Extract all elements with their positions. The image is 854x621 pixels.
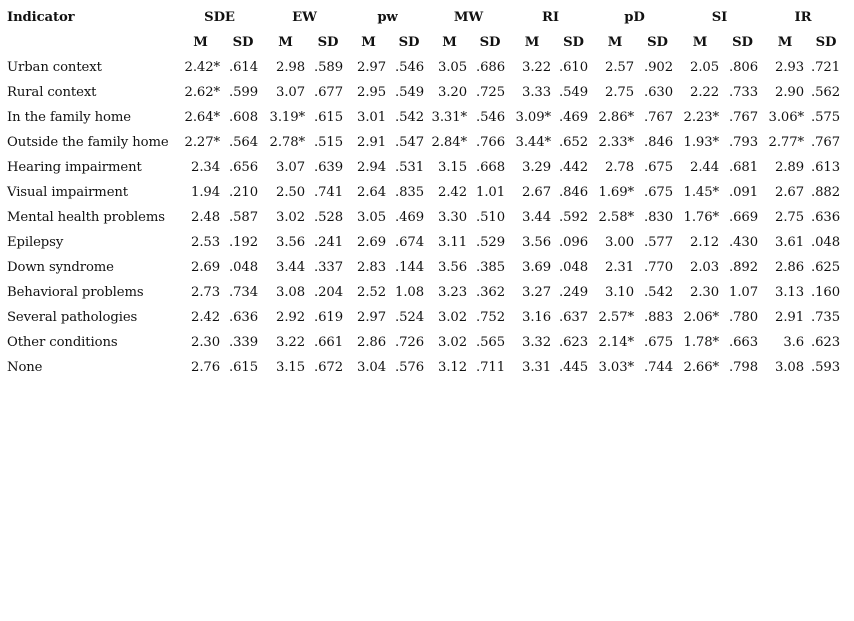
- mean-cell: 3.33: [522, 85, 551, 100]
- mean-cell: 1.76*: [683, 210, 719, 225]
- mean-cell: 2.58*: [598, 210, 634, 225]
- subheader-sd: SD: [479, 35, 501, 50]
- row-label: In the family home: [7, 110, 131, 125]
- table-row: [4, 305, 844, 330]
- mean-cell: 2.67: [522, 185, 551, 200]
- sd-cell: .741: [314, 185, 343, 200]
- subheader-m: M: [524, 35, 540, 50]
- sd-cell: .623: [559, 335, 588, 350]
- subheader-sd: SD: [815, 35, 837, 50]
- subheader-row: [4, 30, 844, 55]
- sd-cell: .445: [559, 360, 588, 375]
- table-row: [4, 80, 844, 105]
- row-label: Outside the family home: [7, 135, 169, 150]
- mean-cell: 2.05: [690, 60, 719, 75]
- sd-cell: .210: [229, 185, 258, 200]
- mean-cell: 3.06*: [768, 110, 804, 125]
- mean-cell: 3.03*: [598, 360, 634, 375]
- mean-cell: 3.09*: [515, 110, 551, 125]
- mean-cell: 2.73: [191, 285, 220, 300]
- mean-cell: 2.30: [690, 285, 719, 300]
- mean-cell: 3.12: [438, 360, 467, 375]
- sd-cell: .524: [395, 310, 424, 325]
- sd-cell: .625: [811, 260, 840, 275]
- sd-cell: .835: [395, 185, 424, 200]
- sd-cell: .091: [729, 185, 758, 200]
- sd-cell: .241: [314, 235, 343, 250]
- mean-cell: 2.91: [775, 310, 804, 325]
- subheader-m: M: [777, 35, 793, 50]
- sd-cell: .529: [476, 235, 505, 250]
- sd-cell: .619: [314, 310, 343, 325]
- mean-cell: 3.16: [522, 310, 551, 325]
- group-header-pd: pD: [624, 10, 645, 25]
- mean-cell: 3.44*: [515, 135, 551, 150]
- subheader-blank: [4, 30, 177, 55]
- sd-cell: .767: [729, 110, 758, 125]
- mean-cell: 2.93: [775, 60, 804, 75]
- mean-cell: 2.53: [191, 235, 220, 250]
- subheader-m: M: [193, 35, 208, 50]
- sd-cell: .806: [729, 60, 758, 75]
- mean-cell: 2.64: [357, 185, 386, 200]
- subheader-sd: SD: [398, 35, 420, 50]
- sd-cell: .549: [559, 85, 588, 100]
- mean-cell: 2.77*: [768, 135, 804, 150]
- mean-cell: 3.08: [775, 360, 804, 375]
- mean-cell: 2.57*: [598, 310, 634, 325]
- row-label: Urban context: [7, 60, 102, 75]
- sd-cell: .798: [729, 360, 758, 375]
- mean-cell: 2.14*: [598, 335, 634, 350]
- mean-cell: 3.01: [357, 110, 386, 125]
- table-body: [4, 55, 844, 380]
- mean-cell: 3.29: [522, 160, 551, 175]
- mean-cell: 1.45*: [683, 185, 719, 200]
- sd-cell: .362: [476, 285, 505, 300]
- sd-cell: .623: [811, 335, 840, 350]
- table-row: [4, 230, 844, 255]
- mean-cell: 2.83: [357, 260, 386, 275]
- mean-cell: 2.91: [357, 135, 386, 150]
- sd-cell: .639: [314, 160, 343, 175]
- sd-cell: .668: [476, 160, 505, 175]
- mean-cell: 2.90: [775, 85, 804, 100]
- sd-cell: .614: [229, 60, 258, 75]
- mean-cell: 2.30: [191, 335, 220, 350]
- sd-cell: 1.08: [395, 285, 424, 300]
- sd-cell: .337: [314, 260, 343, 275]
- table-row: [4, 180, 844, 205]
- sd-cell: .160: [811, 285, 840, 300]
- mean-cell: 2.76: [191, 360, 220, 375]
- group-header-ir: IR: [794, 10, 812, 25]
- mean-cell: 2.27*: [184, 135, 220, 150]
- mean-cell: 2.33*: [598, 135, 634, 150]
- mean-cell: 2.42: [438, 185, 467, 200]
- sd-cell: .767: [811, 135, 840, 150]
- row-label: Epilepsy: [7, 235, 64, 250]
- sd-cell: .846: [559, 185, 588, 200]
- table-row: [4, 280, 844, 305]
- row-label: Several pathologies: [7, 310, 138, 325]
- mean-cell: 3.07: [276, 160, 305, 175]
- mean-cell: 3.15: [276, 360, 305, 375]
- mean-cell: 2.95: [357, 85, 386, 100]
- mean-cell: 2.69: [191, 260, 220, 275]
- subheader-m: M: [607, 35, 623, 50]
- mean-cell: 3.69: [522, 260, 551, 275]
- mean-cell: 2.97: [357, 310, 386, 325]
- sd-cell: .744: [644, 360, 673, 375]
- mean-cell: 2.57: [605, 60, 634, 75]
- sd-cell: .752: [476, 310, 505, 325]
- mean-cell: 3.31: [522, 360, 551, 375]
- mean-cell: 3.23: [438, 285, 467, 300]
- sd-cell: .735: [811, 310, 840, 325]
- sd-cell: .652: [559, 135, 588, 150]
- table-row: [4, 330, 844, 355]
- sd-cell: .547: [395, 135, 424, 150]
- sd-cell: .681: [729, 160, 758, 175]
- subheader-m: M: [692, 35, 708, 50]
- mean-cell: 3.02: [438, 310, 467, 325]
- sd-cell: .442: [559, 160, 588, 175]
- subheader-m: M: [442, 35, 457, 50]
- mean-cell: 2.97: [357, 60, 386, 75]
- group-header-pw: pw: [377, 10, 398, 25]
- mean-cell: 2.48: [191, 210, 220, 225]
- mean-cell: 2.78: [605, 160, 634, 175]
- sd-cell: .192: [229, 235, 258, 250]
- group-header-mw: MW: [453, 10, 484, 25]
- mean-cell: 3.56: [276, 235, 305, 250]
- group-header-ri: RI: [542, 10, 559, 25]
- subheader-sd: SD: [563, 35, 584, 50]
- sd-cell: .542: [644, 285, 673, 300]
- sd-cell: .587: [229, 210, 258, 225]
- sd-cell: .589: [314, 60, 343, 75]
- sd-cell: .663: [729, 335, 758, 350]
- group-header-sde: SDE: [204, 10, 235, 25]
- sd-cell: .630: [644, 85, 673, 100]
- table-row: [4, 205, 844, 230]
- sd-cell: .528: [314, 210, 343, 225]
- mean-cell: 3.13: [775, 285, 804, 300]
- mean-cell: 3.07: [276, 85, 305, 100]
- mean-cell: 2.50: [276, 185, 305, 200]
- subheader-sd: SD: [232, 35, 254, 50]
- mean-cell: 2.03: [690, 260, 719, 275]
- sd-cell: .510: [476, 210, 505, 225]
- sd-cell: .674: [395, 235, 424, 250]
- mean-cell: 2.42: [191, 310, 220, 325]
- sd-cell: .515: [314, 135, 343, 150]
- mean-cell: 2.86: [775, 260, 804, 275]
- row-label: None: [7, 360, 43, 375]
- sd-cell: .599: [229, 85, 258, 100]
- sd-cell: .661: [314, 335, 343, 350]
- mean-cell: 2.44: [690, 160, 719, 175]
- subheader-sd: SD: [647, 35, 668, 50]
- row-label: Other conditions: [7, 335, 118, 350]
- sd-cell: .734: [229, 285, 258, 300]
- mean-cell: 2.42*: [184, 60, 220, 75]
- mean-cell: 3.32: [522, 335, 551, 350]
- sd-cell: .048: [559, 260, 588, 275]
- sd-cell: .577: [644, 235, 673, 250]
- row-label: Hearing impairment: [7, 160, 142, 175]
- mean-cell: 3.27: [522, 285, 551, 300]
- mean-cell: 3.22: [276, 335, 305, 350]
- sd-cell: .675: [644, 160, 673, 175]
- sd-cell: .892: [729, 260, 758, 275]
- sd-cell: .096: [559, 235, 588, 250]
- sd-cell: .767: [644, 110, 673, 125]
- mean-cell: 1.69*: [598, 185, 634, 200]
- mean-cell: 2.12: [690, 235, 719, 250]
- sd-cell: .565: [476, 335, 505, 350]
- sd-cell: .770: [644, 260, 673, 275]
- mean-cell: 3.02: [276, 210, 305, 225]
- mean-cell: 1.94: [191, 185, 220, 200]
- sd-cell: .562: [811, 85, 840, 100]
- table-row: [4, 155, 844, 180]
- mean-cell: 3.44: [522, 210, 551, 225]
- mean-cell: 3.05: [357, 210, 386, 225]
- mean-cell: 2.84*: [431, 135, 467, 150]
- mean-cell: 2.78*: [269, 135, 305, 150]
- mean-cell: 3.61: [775, 235, 804, 250]
- row-label: Down syndrome: [7, 260, 114, 275]
- sd-cell: .883: [644, 310, 673, 325]
- sd-cell: .711: [476, 360, 505, 375]
- sd-cell: .656: [229, 160, 258, 175]
- sd-cell: .766: [476, 135, 505, 150]
- sd-cell: .675: [644, 185, 673, 200]
- sd-cell: .564: [229, 135, 258, 150]
- table-row: [4, 130, 844, 155]
- mean-cell: 2.75: [605, 85, 634, 100]
- sd-cell: .677: [314, 85, 343, 100]
- sd-cell: .608: [229, 110, 258, 125]
- mean-cell: 3.44: [276, 260, 305, 275]
- table-row: [4, 105, 844, 130]
- indicator-header: Indicator: [7, 10, 75, 25]
- mean-cell: 1.93*: [683, 135, 719, 150]
- sd-cell: .721: [811, 60, 840, 75]
- sd-cell: .593: [811, 360, 840, 375]
- mean-cell: 1.78*: [683, 335, 719, 350]
- mean-cell: 2.62*: [184, 85, 220, 100]
- sd-cell: .576: [395, 360, 424, 375]
- sd-cell: .048: [811, 235, 840, 250]
- mean-cell: 2.94: [357, 160, 386, 175]
- row-label: Mental health problems: [7, 210, 165, 225]
- mean-cell: 2.66*: [683, 360, 719, 375]
- sd-cell: .549: [395, 85, 424, 100]
- mean-cell: 3.15: [438, 160, 467, 175]
- sd-cell: .430: [729, 235, 758, 250]
- sd-cell: .546: [395, 60, 424, 75]
- mean-cell: 3.6: [783, 335, 804, 350]
- sd-cell: .615: [314, 110, 343, 125]
- sd-cell: .726: [395, 335, 424, 350]
- sd-cell: .669: [729, 210, 758, 225]
- table-row: [4, 355, 844, 380]
- mean-cell: 2.89: [775, 160, 804, 175]
- mean-cell: 3.10: [605, 285, 634, 300]
- sd-cell: .385: [476, 260, 505, 275]
- sd-cell: .793: [729, 135, 758, 150]
- subheader-m: M: [361, 35, 376, 50]
- sd-cell: .830: [644, 210, 673, 225]
- group-header-si: SI: [711, 10, 728, 25]
- sd-cell: .733: [729, 85, 758, 100]
- mean-cell: 3.30: [438, 210, 467, 225]
- subheader-m: M: [278, 35, 293, 50]
- sd-cell: .636: [811, 210, 840, 225]
- sd-cell: 1.07: [729, 285, 758, 300]
- sd-cell: .613: [811, 160, 840, 175]
- sd-cell: .637: [559, 310, 588, 325]
- sd-cell: .469: [395, 210, 424, 225]
- table-row: [4, 55, 844, 80]
- subheader-sd: SD: [732, 35, 753, 50]
- mean-cell: 2.64*: [184, 110, 220, 125]
- mean-cell: 2.92: [276, 310, 305, 325]
- mean-cell: 3.05: [438, 60, 467, 75]
- row-label: Rural context: [7, 85, 97, 100]
- mean-cell: 2.67: [775, 185, 804, 200]
- results-table: [4, 5, 844, 380]
- row-label: Visual impairment: [7, 185, 128, 200]
- mean-cell: 2.86*: [598, 110, 634, 125]
- mean-cell: 2.98: [276, 60, 305, 75]
- sd-cell: .780: [729, 310, 758, 325]
- mean-cell: 2.75: [775, 210, 804, 225]
- sd-cell: .144: [395, 260, 424, 275]
- sd-cell: .339: [229, 335, 258, 350]
- sd-cell: .725: [476, 85, 505, 100]
- sd-cell: .636: [229, 310, 258, 325]
- sd-cell: .686: [476, 60, 505, 75]
- table-row: [4, 255, 844, 280]
- mean-cell: 3.20: [438, 85, 467, 100]
- sd-cell: .204: [314, 285, 343, 300]
- mean-cell: 2.52: [357, 285, 386, 300]
- sd-cell: .542: [395, 110, 424, 125]
- sd-cell: .592: [559, 210, 588, 225]
- row-label: Behavioral problems: [7, 285, 144, 300]
- mean-cell: 3.00: [605, 235, 634, 250]
- mean-cell: 2.22: [690, 85, 719, 100]
- mean-cell: 3.31*: [431, 110, 467, 125]
- sd-cell: .902: [644, 60, 673, 75]
- mean-cell: 2.34: [191, 160, 220, 175]
- mean-cell: 2.06*: [683, 310, 719, 325]
- mean-cell: 3.22: [522, 60, 551, 75]
- mean-cell: 2.69: [357, 235, 386, 250]
- sd-cell: .048: [229, 260, 258, 275]
- mean-cell: 3.04: [357, 360, 386, 375]
- mean-cell: 3.56: [438, 260, 467, 275]
- mean-cell: 3.08: [276, 285, 305, 300]
- mean-cell: 3.11: [438, 235, 467, 250]
- sd-cell: .546: [476, 110, 505, 125]
- sd-cell: .249: [559, 285, 588, 300]
- sd-cell: .882: [811, 185, 840, 200]
- sd-cell: .575: [811, 110, 840, 125]
- mean-cell: 2.23*: [683, 110, 719, 125]
- mean-cell: 2.31: [605, 260, 634, 275]
- sd-cell: .469: [559, 110, 588, 125]
- sd-cell: .615: [229, 360, 258, 375]
- sd-cell: .846: [644, 135, 673, 150]
- subheader-sd: SD: [317, 35, 339, 50]
- mean-cell: 3.56: [522, 235, 551, 250]
- group-header-row: [4, 5, 844, 30]
- sd-cell: .610: [559, 60, 588, 75]
- mean-cell: 2.86: [357, 335, 386, 350]
- sd-cell: 1.01: [476, 185, 505, 200]
- sd-cell: .672: [314, 360, 343, 375]
- mean-cell: 3.02: [438, 335, 467, 350]
- group-header-ew: EW: [292, 10, 317, 25]
- sd-cell: .531: [395, 160, 424, 175]
- mean-cell: 3.19*: [269, 110, 305, 125]
- sd-cell: .675: [644, 335, 673, 350]
